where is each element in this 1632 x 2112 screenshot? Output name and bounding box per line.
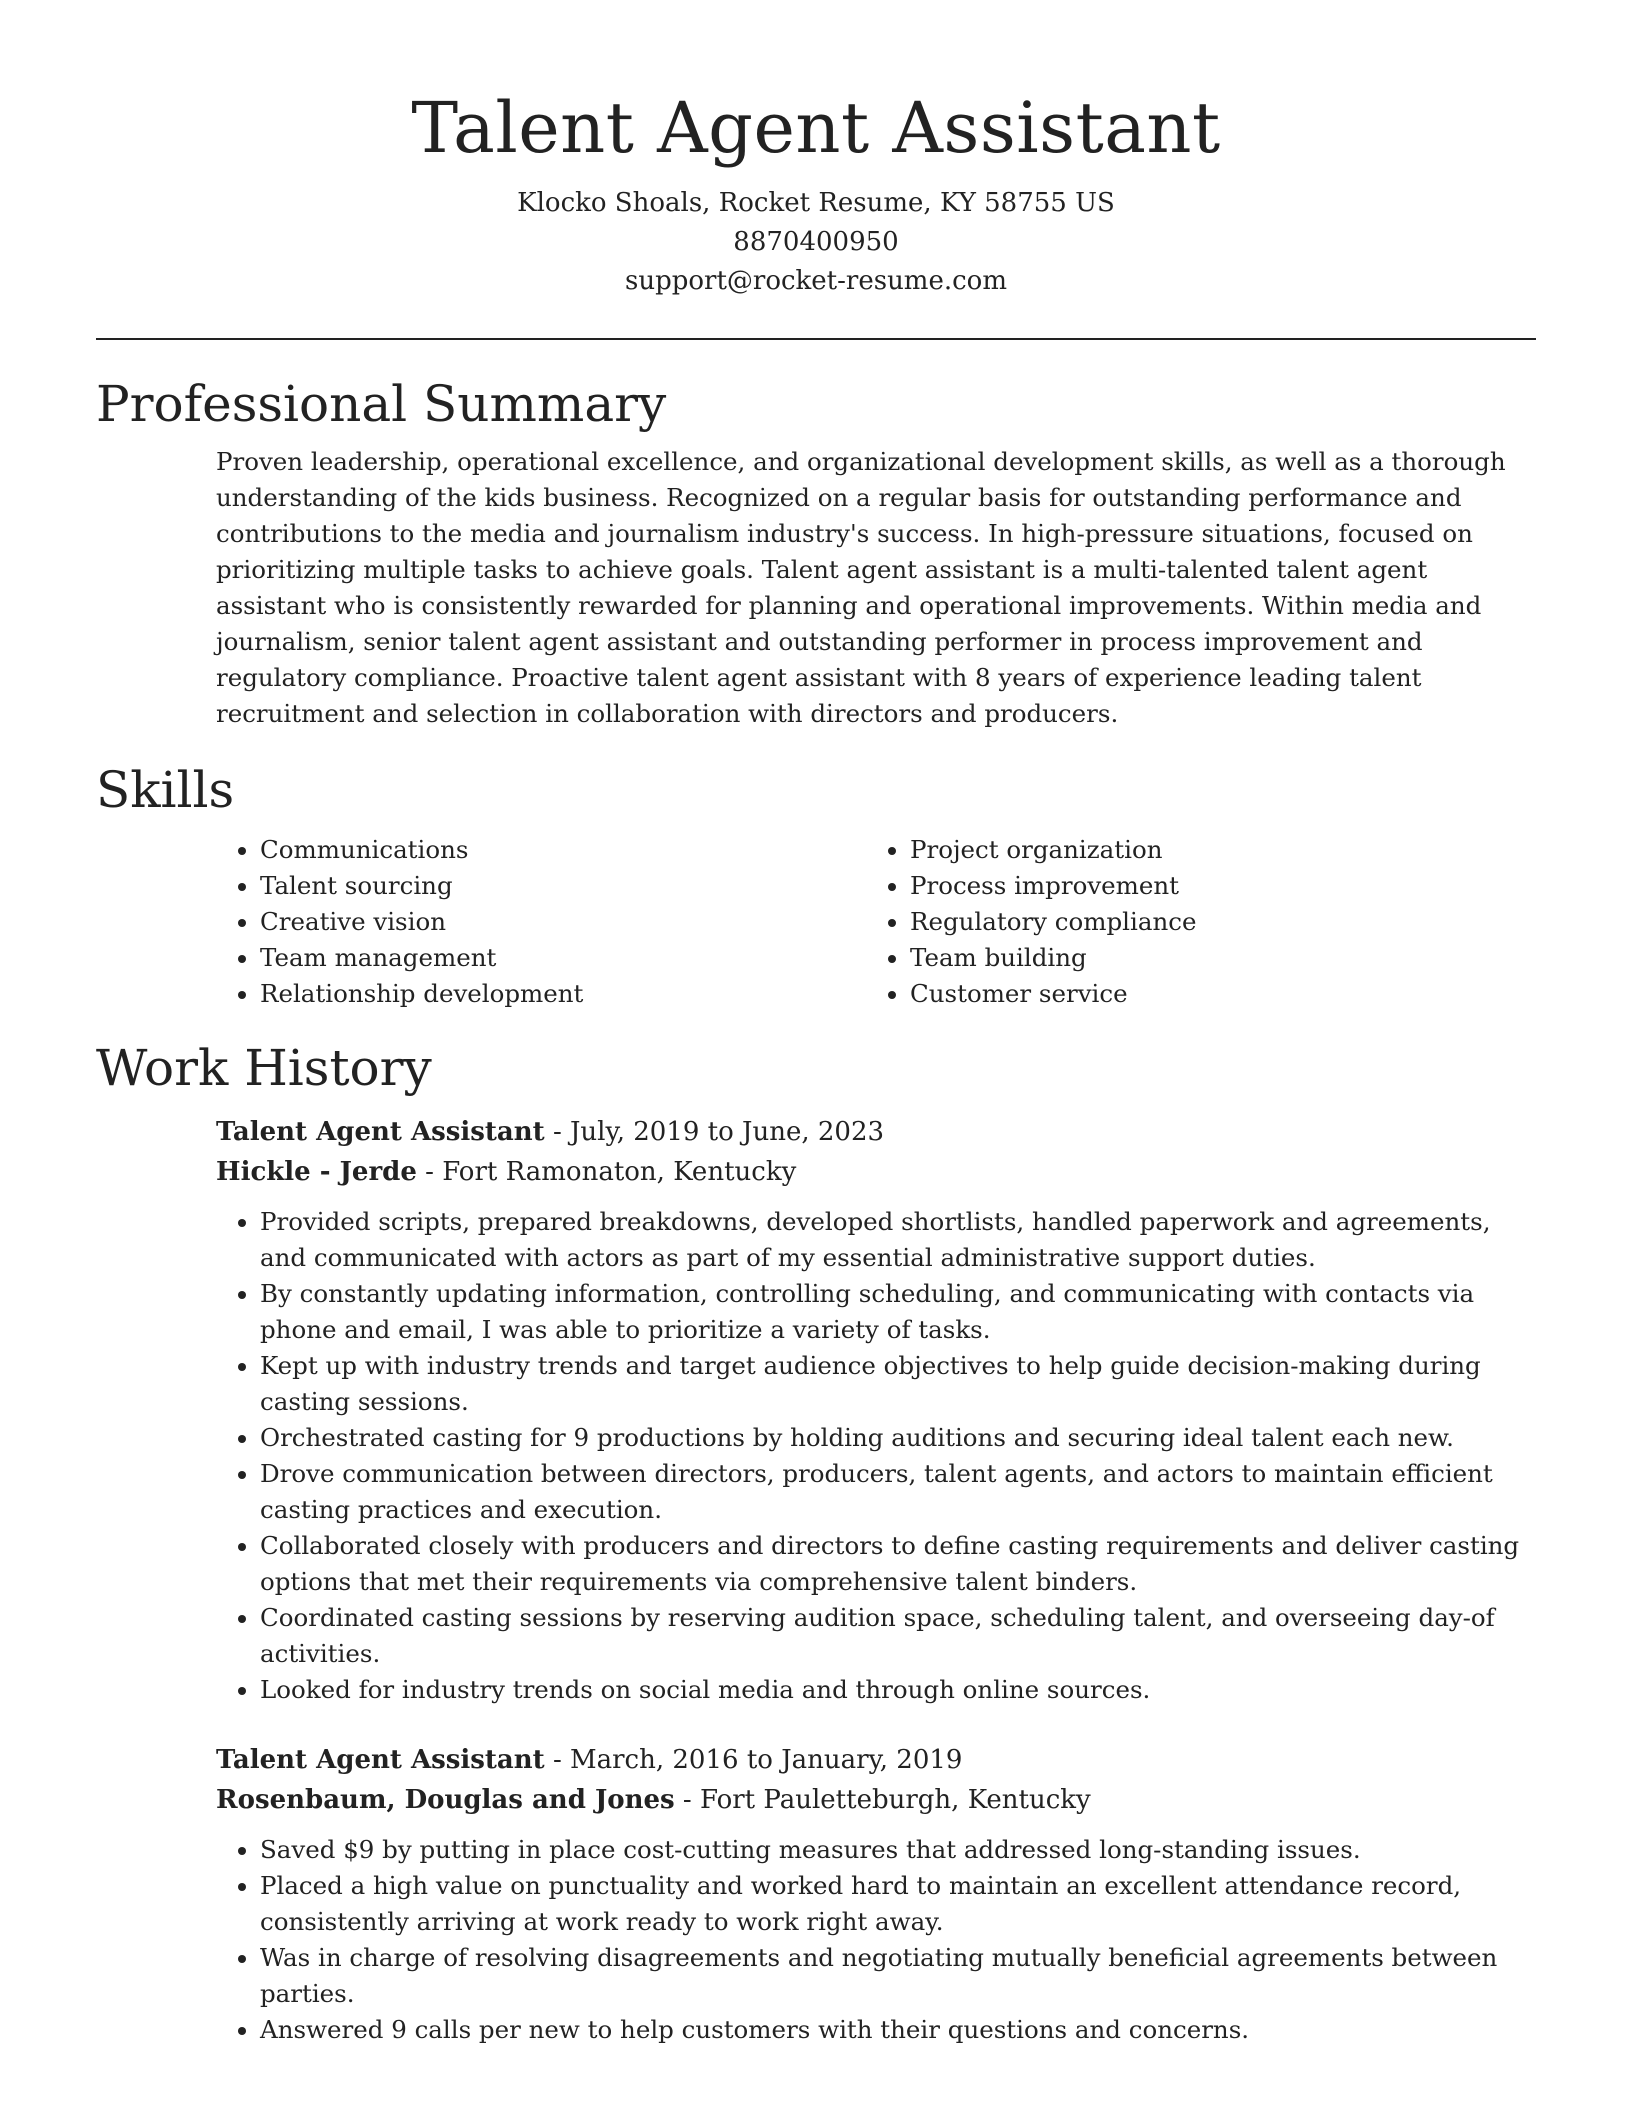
job-employer-line [216, 1152, 1536, 1192]
skill-item: • Process improvement [910, 868, 1516, 904]
skills-grid [216, 832, 1536, 1012]
job-employer-line [216, 1780, 1536, 1820]
contact-info [96, 184, 1536, 301]
summary-heading: Professional Summary [96, 375, 667, 433]
job-duty: • Answered 9 calls per new to help customers with their questions and concerns. [260, 2012, 1536, 2048]
job-duty: • Collaborated closely with producers and directors to define casting requirements and deliver casting options that met their requirements via comprehensive talent binders. [260, 1528, 1536, 1600]
phone-number: 8870400950 [733, 227, 899, 257]
candidate-name: Talent Agent Assistant [411, 87, 1221, 169]
job-title-line [216, 1740, 1536, 1780]
skill-item: • Regulatory compliance [910, 904, 1516, 940]
skill-item: • Customer service [910, 976, 1516, 1012]
job-title-line [216, 1112, 1536, 1152]
skill-item: • Relationship development [260, 976, 866, 1012]
work-history-heading: Work History [96, 1039, 432, 1097]
job-company: Rosenbaum, Douglas and Jones [216, 1785, 675, 1815]
skill-item: • Communications [260, 832, 866, 868]
job-duty: • Was in charge of resolving disagreements and negotiating mutually beneficial agreements between parties. [260, 1940, 1536, 2012]
job-location: - Fort Ramonaton, Kentucky [416, 1157, 797, 1187]
job-dates: - March, 2016 to January, 2019 [544, 1745, 963, 1775]
job-duty: • Looked for industry trends on social media and through online sources. [260, 1672, 1536, 1708]
skills-column-left [216, 832, 866, 1012]
address: Klocko Shoals, Rocket Resume, KY 58755 US [517, 188, 1115, 218]
work-history-section [96, 1038, 1536, 2048]
job-duty: • Drove communication between directors, producers, talent agents, and actors to maintain efficient casting practices and execution. [260, 1456, 1536, 1528]
job-entry [216, 1112, 1536, 1708]
job-dates: - July, 2019 to June, 2023 [544, 1117, 885, 1147]
job-entry [216, 1740, 1536, 2048]
job-duty: • Provided scripts, prepared breakdowns, developed shortlists, handled paperwork and agreements, and communicated with actors as part of my essential administrative support duties. [260, 1204, 1536, 1276]
job-duty: • Saved $9 by putting in place cost-cutting measures that addressed long-standing issues. [260, 1832, 1536, 1868]
skill-item: • Creative vision [260, 904, 866, 940]
skill-item: • Team building [910, 940, 1516, 976]
job-duties-list [216, 1204, 1536, 1708]
resume-header [96, 0, 1536, 301]
skill-item: • Project organization [910, 832, 1516, 868]
job-duty: • Coordinated casting sessions by reserving audition space, scheduling talent, and overseeing day-of activities. [260, 1600, 1536, 1672]
skills-heading: Skills [96, 761, 235, 819]
job-role: Talent Agent Assistant [216, 1745, 545, 1775]
job-company: Hickle - Jerde [216, 1157, 417, 1187]
header-divider [96, 338, 1536, 340]
skill-item: • Team management [260, 940, 866, 976]
skills-section [96, 760, 1536, 1012]
job-duty: • Placed a high value on punctuality and worked hard to maintain an excellent attendance record, consistently arriving at work ready to work right away. [260, 1868, 1536, 1940]
job-duties-list [216, 1832, 1536, 2048]
job-duty: • By constantly updating information, controlling scheduling, and communicating with contacts via phone and email, I was able to prioritize a variety of tasks. [260, 1276, 1536, 1348]
skills-column-right [866, 832, 1516, 1012]
job-location: - Fort Pauletteburgh, Kentucky [674, 1785, 1091, 1815]
job-duty: • Orchestrated casting for 9 productions by holding auditions and securing ideal talent each new. [260, 1420, 1536, 1456]
email-address: support@rocket-resume.com [624, 266, 1007, 296]
job-duty: • Kept up with industry trends and target audience objectives to help guide decision-making during casting sessions. [260, 1348, 1536, 1420]
summary-text: Proven leadership, operational excellence, and organizational development skills, as well as a thorough understanding of the kids business. Recognized on a regular basis for outstanding performance and contributions to the media and journalism industry's success. In high-pressure situations, focused on prioritizing multiple tasks to achieve goals. Talent agent assistant is a multi-talented talent agent assistant who is consistently rewarded for planning and operational improvements. Within media and journalism, senior talent agent assistant and outstanding performer in process improvement and regulatory compliance. Proactive talent agent assistant with 8 years of experience leading talent recruitment and selection in collaboration with directors and producers. [216, 447, 1506, 728]
professional-summary-section [96, 374, 1536, 732]
skill-item: • Talent sourcing [260, 868, 866, 904]
job-role: Talent Agent Assistant [216, 1117, 545, 1147]
